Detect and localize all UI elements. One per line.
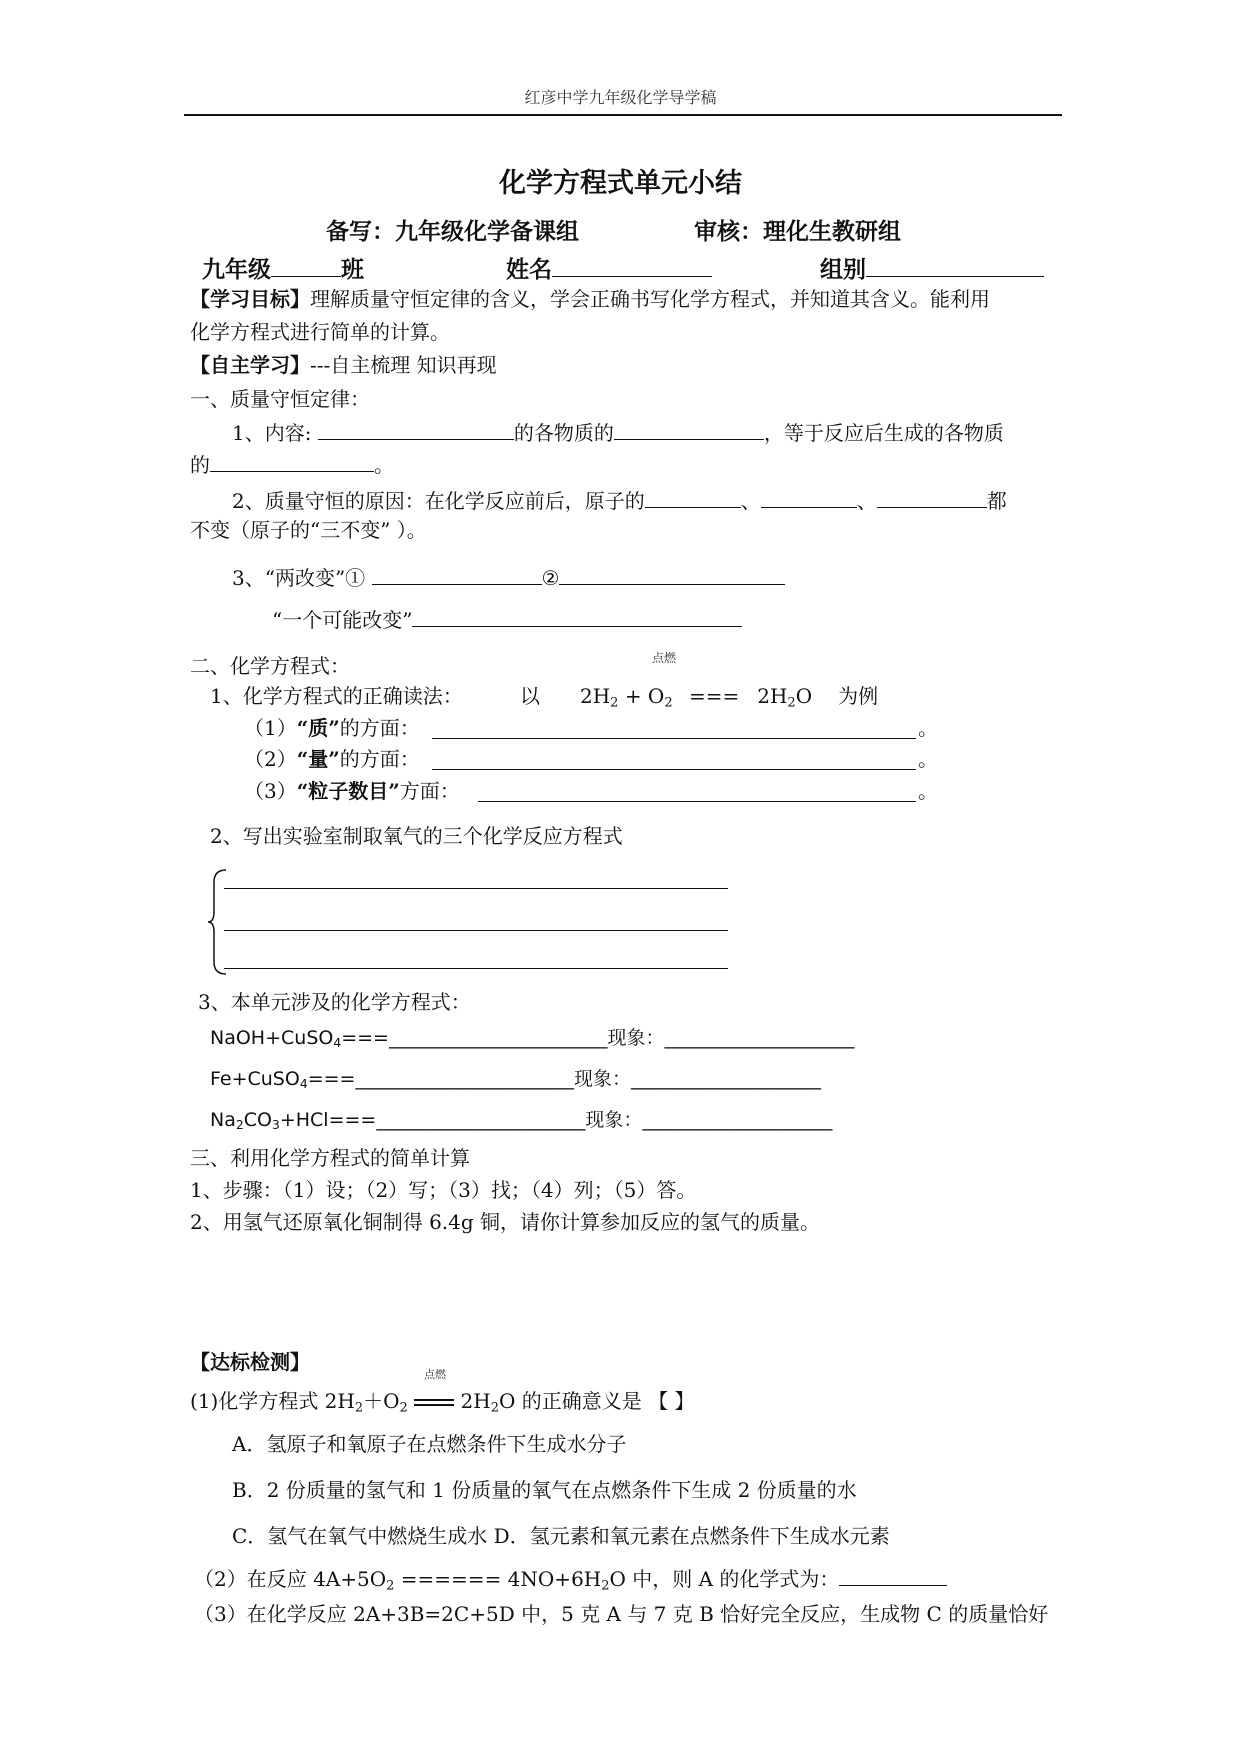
s2-sub1-period: 。 [918,716,938,740]
s2-item3-line: 3、本单元涉及的化学方程式： [198,990,471,1014]
q2-text-c: O 中，则 A 的化学式为： [609,1567,840,1591]
section3-heading: 三、利用化学方程式的简单计算 [190,1146,470,1170]
q1-condition-label: 点燃 [424,1368,446,1381]
s1-item3-text-a: 3、“两改变”① [232,566,366,590]
s2-sub3-num: （3） [244,779,297,803]
s1-item2-end: 都 [986,489,1007,513]
eq-arrow: === [688,684,740,708]
s1-item2-text-a: 2、质量守恒的原因：在化学反应前后，原子的 [232,489,645,513]
class-blank[interactable] [271,252,341,277]
eq2-sub: 4 [299,1077,308,1092]
eq-water-coef: 2H [757,684,788,708]
change-blank-1[interactable] [372,563,542,585]
s2-sub3-text: 方面： [399,779,460,803]
eq-h2-coef: 2H [580,684,611,708]
goals-label: 【学习目标】 [190,287,310,311]
s1-item2-line2: 不变（原子的“三不变” ）。 [190,518,427,542]
s1-item1-label: 1、内容: [232,421,312,445]
oxygen-equation-line-3[interactable] [224,968,728,969]
q1-option-c-d[interactable]: C．氢气在氧气中燃烧生成水 D．氢元素和氧元素在点燃条件下生成水元素 [232,1524,890,1548]
curly-brace-icon [206,868,230,976]
header-rule [184,114,1062,116]
q1-option-a[interactable]: A．氢原子和氧原子在点燃条件下生成水分子 [232,1432,627,1456]
s1-item3-line1 [232,563,785,590]
eq3-sub-2: 3 [271,1118,280,1133]
page-header: 红彦中学九年级化学导学稿 [524,88,717,107]
s1-item2-line1 [232,486,1007,513]
s2-sub2-line [244,747,420,771]
goals-text-1: 理解质量守恒定律的含义，学会正确书写化学方程式，并知道其含义。能利用 [310,287,990,311]
unit-equation-2 [210,1068,821,1092]
eq3-co: CO [243,1109,272,1131]
eq2-blanks: ===_______________________现象：____________________ [307,1068,821,1090]
q1-equals-sign [414,1396,454,1409]
s1-item1-line2 [190,450,394,477]
unit-equation-1 [210,1027,854,1051]
q2-text-a: （2）在反应 4A+5O [194,1567,387,1591]
possible-change-blank[interactable] [412,605,742,627]
eq2-reactants: Fe+CuSO [210,1068,300,1090]
eq-h2-sub: 2 [610,695,619,711]
s2-sub2-key: “量” [296,747,340,771]
q3-line: （3）在化学反应 2A+3B=2C+5D 中，5 克 A 与 7 克 B 恰好完全反应，生成物 C 的质量恰好 [194,1602,1049,1626]
oxygen-equation-line-2[interactable] [224,930,728,931]
reviewed-by: 审核：理化生教研组 [694,218,901,245]
eq3-blanks: +HCl===______________________现象：____________________ [279,1109,833,1131]
group-field [820,252,1044,284]
content-blank-2[interactable] [614,418,764,440]
prepared-by: 备写：九年级化学备课组 [326,218,579,245]
s2-item2-line: 2、写出实验室制取氧气的三个化学反应方程式 [210,824,623,848]
unit-equation-3 [210,1109,832,1133]
content-blank-3[interactable] [210,450,374,472]
q1-option-b[interactable]: B．2 份质量的氢气和 1 份质量的氧气在点燃条件下生成 2 份质量的水 [232,1478,857,1502]
change-blank-2[interactable] [559,563,785,585]
q1-line [190,1389,694,1416]
s1-item1-text-b: 的各物质的 [513,421,614,445]
eq1-reactants: NaOH+CuSO [210,1027,334,1049]
q2-line [194,1564,947,1594]
s1-item2-sep-1: 、 [740,489,761,513]
s1-item2-sep-2: 、 [856,489,877,513]
eq3-na: Na [210,1109,236,1131]
s3-item2: 2、用氢气还原氧化铜制得 6.4g 铜，请你计算参加反应的氢气的质量。 [190,1210,821,1234]
group-label: 组别 [820,256,866,284]
s2-sub3-key: “粒子数目” [296,779,400,803]
group-blank[interactable] [866,252,1044,277]
eq-plus-o: + O [624,684,665,708]
name-field [506,252,712,284]
goals-line-2: 化学方程式进行简单的计算。 [190,320,450,344]
goals-line-1 [190,287,990,311]
s2-sub2-num: （2） [244,747,297,771]
s1-item1-line1 [232,418,1004,445]
self-study-line [190,353,497,377]
s2-sub1-line [244,716,420,740]
atom-blank-3[interactable] [877,486,987,508]
s2-sub3-line [244,779,460,803]
eq-water-sub: 2 [787,695,796,711]
q1-sub-1: 2 [354,1400,364,1416]
atom-blank-1[interactable] [645,486,741,508]
s2-item1-text-b: 以 [520,684,540,708]
grade-label: 九年级 [202,256,271,284]
s2-sub3-period: 。 [918,779,938,803]
self-study-label: 【自主学习】 [190,353,310,377]
particle-answer-line[interactable] [478,801,916,802]
reading-equation [520,684,878,711]
eq1-blanks: ===_______________________现象：____________________ [341,1027,855,1049]
s2-sub2-period: 。 [918,747,938,771]
eq1-sub: 4 [333,1036,342,1051]
class-label: 班 [341,256,364,284]
atom-blank-2[interactable] [761,486,857,508]
s2-item1-line [210,684,463,708]
s1-item1-text-c: ，等于反应后生成的各物质 [763,421,1004,445]
s2-item1-text-a: 1、化学方程式的正确读法： [210,684,463,708]
document-title: 化学方程式单元小结 [499,168,742,199]
s1-item3-text-c: “一个可能改变” [272,608,413,632]
s2-item1-text-c: 为例 [838,684,879,708]
s2-sub2-text: 的方面： [339,747,420,771]
oxygen-equation-line-1[interactable] [224,888,728,889]
q1-text-d: O 的正确意义是 【 】 [499,1389,695,1413]
eq-water-o: O [795,684,813,708]
q1-sub-3: 2 [490,1400,499,1416]
s1-item1-text-d: 的 [190,453,210,477]
s3-item1: 1、步骤：（1）设；（2）写；（3）找；（4）列；（5）答。 [190,1178,697,1202]
q2-text-b: ====== 4NO+6H [394,1567,602,1591]
q1-sub-2: 2 [399,1400,408,1416]
self-study-suffix: ---自主梳理 知识再现 [310,353,497,377]
s2-sub1-num: （1） [244,716,297,740]
quantity-answer-line[interactable] [432,769,916,770]
s1-item3-line2 [272,605,742,632]
q1-text-b: ＋O [363,1389,400,1413]
content-blank-1[interactable] [318,418,514,440]
q2-sub-1: 2 [386,1578,395,1594]
s1-item3-text-b: ② [541,566,560,590]
q2-answer-blank[interactable] [839,1564,947,1586]
test-label: 【达标检测】 [190,1350,310,1374]
section1-heading: 一、质量守恒定律： [190,387,370,411]
q1-text-a: (1)化学方程式 2H [190,1389,355,1413]
q2-sub-2: 2 [601,1578,610,1594]
eq3-sub-1: 2 [235,1118,244,1133]
student-info [202,252,364,284]
section2-heading: 二、化学方程式： [190,654,350,678]
quality-answer-line[interactable] [432,738,916,739]
name-blank[interactable] [552,252,712,277]
s1-item1-text-e: 。 [374,453,394,477]
name-label: 姓名 [506,256,552,284]
eq-o2-sub: 2 [664,695,673,711]
s2-sub1-key: “质” [296,716,340,740]
q1-text-c: 2H [460,1389,491,1413]
s2-sub1-text: 的方面： [339,716,420,740]
reaction-condition-label: 点燃 [652,651,677,665]
